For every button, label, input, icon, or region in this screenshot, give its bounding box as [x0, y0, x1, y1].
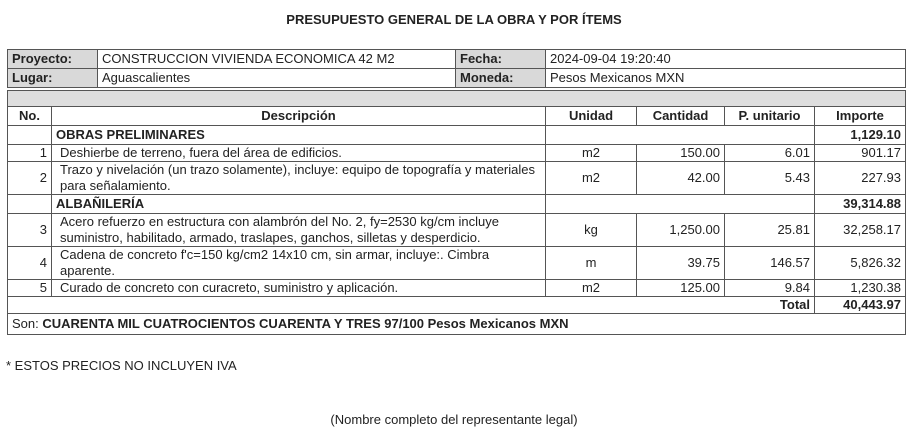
item-importe: 901.17 — [815, 145, 906, 162]
item-no: 3 — [8, 214, 52, 247]
lugar-value: Aguascalientes — [98, 69, 456, 88]
fecha-value: 2024-09-04 19:20:40 — [546, 50, 906, 69]
item-importe: 5,826.32 — [815, 247, 906, 280]
proyecto-value: CONSTRUCCION VIVIENDA ECONOMICA 42 M2 — [98, 50, 456, 69]
item-no: 2 — [8, 162, 52, 195]
son-text: CUARENTA MIL CUATROCIENTOS CUARENTA Y TRES 97/100 Pesos Mexicanos MXN — [42, 316, 569, 331]
son-label: Son: — [12, 316, 39, 331]
item-unidad: m2 — [546, 162, 637, 195]
item-unidad: m2 — [546, 145, 637, 162]
item-desc: Deshierbe de terreno, fuera del área de edificios. — [52, 145, 546, 162]
header-importe: Importe — [815, 107, 906, 126]
item-punitario: 5.43 — [725, 162, 815, 195]
section-total: 1,129.10 — [815, 126, 906, 145]
header-row — [8, 107, 906, 126]
total-value: 40,443.97 — [815, 297, 906, 314]
moneda-label: Moneda: — [456, 69, 546, 88]
item-importe: 227.93 — [815, 162, 906, 195]
total-label: Total — [725, 297, 815, 314]
item-punitario: 25.81 — [725, 214, 815, 247]
item-cantidad: 39.75 — [637, 247, 725, 280]
item-importe: 32,258.17 — [815, 214, 906, 247]
item-desc: Acero refuerzo en estructura con alambrón del No. 2, fy=2530 kg/cm incluye suministro, habilitado, armado, traslapes, ganchos, silletas y desperdicio. — [52, 214, 546, 247]
item-punitario: 146.57 — [725, 247, 815, 280]
table-row — [8, 214, 906, 247]
header-no: No. — [8, 107, 52, 126]
spacer-row — [8, 91, 906, 107]
table-row — [8, 145, 906, 162]
item-desc: Cadena de concreto f'c=150 kg/cm2 14x10 cm, sin armar, incluye:. Cimbra aparente. — [52, 247, 546, 280]
section-row — [8, 126, 906, 145]
item-punitario: 6.01 — [725, 145, 815, 162]
son-row — [8, 314, 906, 335]
item-cantidad: 150.00 — [637, 145, 725, 162]
section-total: 39,314.88 — [815, 195, 906, 214]
item-unidad: kg — [546, 214, 637, 247]
item-punitario: 9.84 — [725, 280, 815, 297]
project-info-table — [7, 49, 906, 88]
item-unidad: m — [546, 247, 637, 280]
item-unidad: m2 — [546, 280, 637, 297]
iva-note: * ESTOS PRECIOS NO INCLUYEN IVA — [6, 358, 237, 373]
item-no: 4 — [8, 247, 52, 280]
lugar-label: Lugar: — [8, 69, 98, 88]
item-desc: Curado de concreto con curacreto, suministro y aplicación. — [52, 280, 546, 297]
item-cantidad: 1,250.00 — [637, 214, 725, 247]
item-desc: Trazo y nivelación (un trazo solamente), incluye: equipo de topografía y materiales para señalamiento. — [52, 162, 546, 195]
page-title: PRESUPUESTO GENERAL DE LA OBRA Y POR ÍTEMS — [286, 12, 622, 27]
moneda-value: Pesos Mexicanos MXN — [546, 69, 906, 88]
header-descripcion: Descripción — [52, 107, 546, 126]
header-cantidad: Cantidad — [637, 107, 725, 126]
item-importe: 1,230.38 — [815, 280, 906, 297]
section-row — [8, 195, 906, 214]
header-punitario: P. unitario — [725, 107, 815, 126]
table-row — [8, 280, 906, 297]
budget-table — [7, 90, 906, 335]
item-no: 1 — [8, 145, 52, 162]
table-row — [8, 247, 906, 280]
item-no: 5 — [8, 280, 52, 297]
signature-line: (Nombre completo del representante legal) — [330, 412, 578, 427]
section-name: ALBAÑILERÍA — [52, 195, 546, 214]
table-row — [8, 162, 906, 195]
total-row — [8, 297, 906, 314]
proyecto-label: Proyecto: — [8, 50, 98, 69]
item-cantidad: 125.00 — [637, 280, 725, 297]
item-cantidad: 42.00 — [637, 162, 725, 195]
fecha-label: Fecha: — [456, 50, 546, 69]
header-unidad: Unidad — [546, 107, 637, 126]
section-name: OBRAS PRELIMINARES — [52, 126, 546, 145]
